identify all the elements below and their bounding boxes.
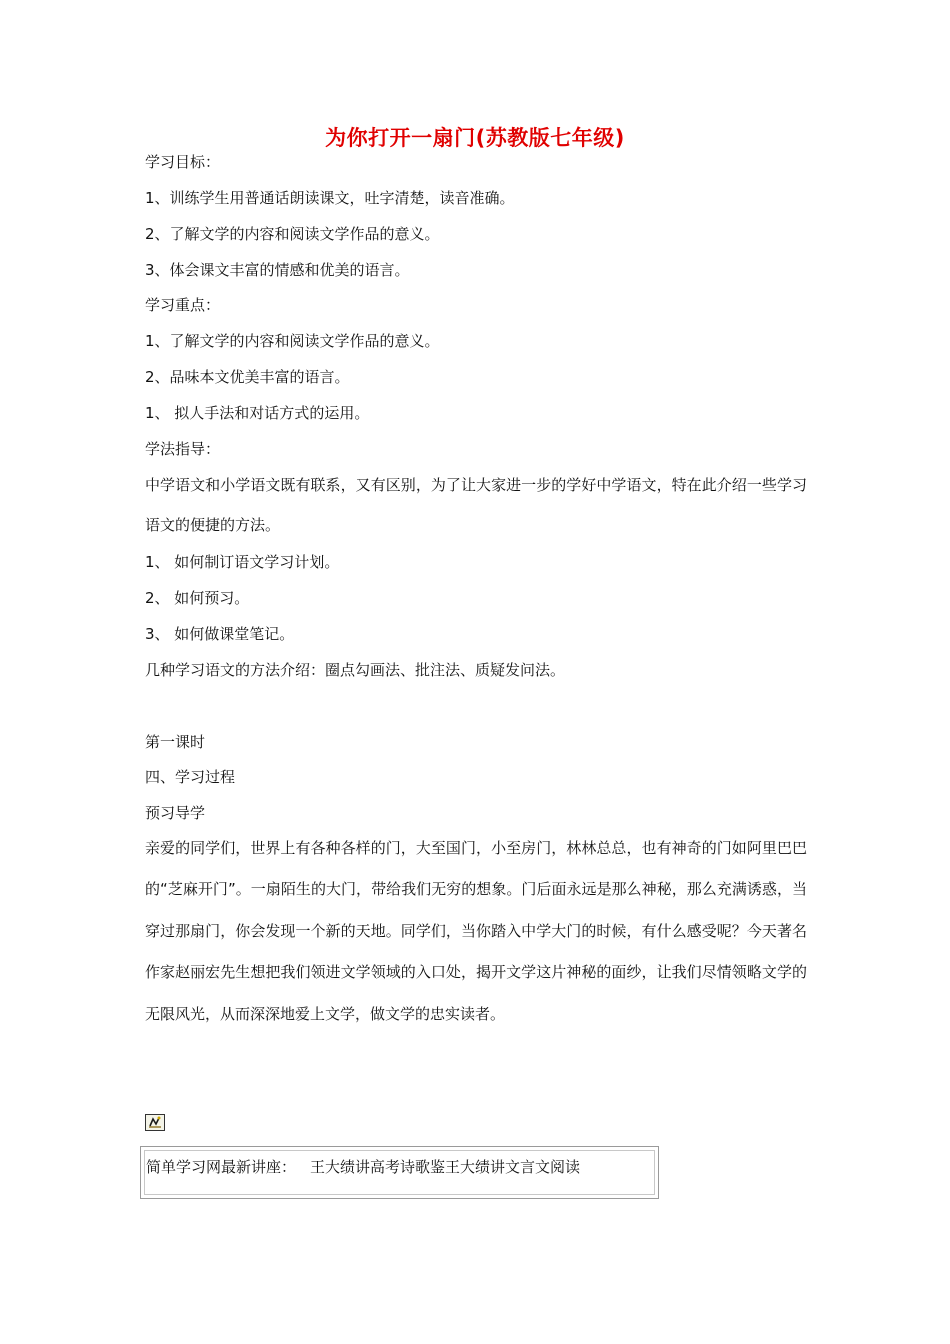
page-title: 为你打开一扇门(苏教版七年级) <box>325 126 625 150</box>
focus-heading: 学习重点： <box>145 296 221 314</box>
method-heading: 学法指导： <box>145 440 221 458</box>
goals-heading: 学习目标： <box>145 153 221 171</box>
lecture-row <box>146 1157 580 1177</box>
lesson-label: 第一课时 <box>145 733 206 751</box>
goal-item: 2、了解文学的内容和阅读文学作品的意义。 <box>145 225 440 243</box>
method-intro: 中学语文和小学语文既有联系，又有区别，为了让大家进一步的学好中学语文，特在此介绍一些学习语文的便捷的方法。 <box>145 476 807 534</box>
lecture-box <box>140 1146 659 1199</box>
focus-item: 2、品味本文优美丰富的语言。 <box>145 368 350 386</box>
preview-label: 预习导学 <box>145 804 206 822</box>
lecture-links[interactable]: 王大绩讲高考诗歌鉴王大绩讲文言文阅读 <box>310 1158 581 1176</box>
goal-item: 1、训练学生用普通话朗读课文，吐字清楚，读音准确。 <box>145 189 515 207</box>
preview-text: 亲爱的同学们，世界上有各种各样的门，大至国门，小至房门，林林总总，也有神奇的门如阿里巴巴的“芝麻开门”。一扇陌生的大门，带给我们无穷的想象。门后面永远是那么神秘，那么充满诱惑，当穿过那扇门，你会发现一个新的天地。同学们，当你踏入中学大门的时候，有什么感受呢？今天著名作家赵丽宏先生想把我们领进文学领域的入口处，揭开文学这片神秘的面纱，让我们尽情领略文学的无限风光，从而深深地爱上文学，做文学的忠实读者。 <box>145 839 807 1023</box>
focus-item: 1、 拟人手法和对话方式的运用。 <box>145 404 370 422</box>
method-item: 1、 如何制订语文学习计划。 <box>145 553 340 571</box>
goal-item: 3、体会课文丰富的情感和优美的语言。 <box>145 261 410 279</box>
lecture-label: 简单学习网最新讲座： <box>146 1158 297 1176</box>
method-item: 2、 如何预习。 <box>145 589 250 607</box>
method-item: 3、 如何做课堂笔记。 <box>145 625 295 643</box>
method-summary: 几种学习语文的方法介绍：圈点勾画法、批注法、质疑发问法。 <box>145 661 566 679</box>
focus-item: 1、了解文学的内容和阅读文学作品的意义。 <box>145 332 440 350</box>
process-label: 四、学习过程 <box>145 768 236 786</box>
link-icon[interactable] <box>145 1114 165 1131</box>
